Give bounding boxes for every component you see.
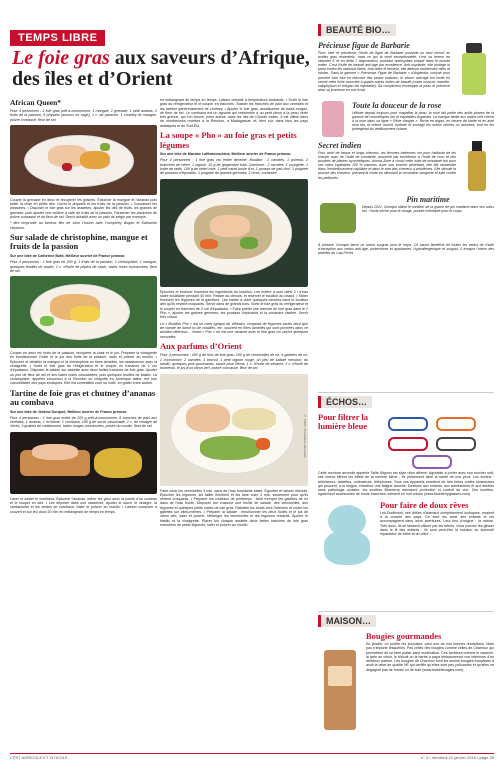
echos-item1-text: Cette monture arrondie appelée Taille Mignon est style rétro affirmé. Agréable à porter avec son toucher soft, ses verres filtrent les effets de la lumière bleue ; ils préservent ainsi la santé de nos yeux. Les écrans : téléviseurs, tablettes, ordinateurs, téléphones. Tous ces appareils émettent de très fortes ondes lumineuses qui peuvent, à la longue, entraîner une fatigue visuelle. Destinés aux enfants, aux adolescents et aux adultes sans pathologie oculaire, les lunettes Blueberry associent protection et confort de vue. Ces lunettes, également accessoires de mode branchés, existent en huit coloris (www.blueberryglasses.com).: [318, 471, 494, 497]
recipe5-steps: Faire cuire les vermicelles 4 min. dans de l’eau bouillante salée. Égoutter et laisser refroidir. Éplucher les légumes, les tailler finement et les faire cuire 2 min. seulement pour qu’ils restent croquants. • Préparer les rouleaux de printemps : faire tremper les galettes de riz dans de l’eau froide. Disposer sur chacune une feuille de salade, des vermicelles, des légumes et quelques petits cubes de foie gras. Rabattre les bords vers l’intérieur et rouler les galettes sur elles-mêmes. • Préparer la salade : émulsionner les deux huiles et le jus de citron vert, saler et poivrer. Mélanger les vermicelles et les légumes restants. Ajouter le basilic et la vinaigrette. Placer sur chaque assiette deux belles tranches de foie gras entourées de petits légumes, saler et poivrer au moulin.: [160, 488, 308, 527]
left-column: [10, 98, 157, 750]
candle-image: [318, 630, 362, 750]
recipe3-steps: Laver et zester le combava. Éplucher l’ananas, retirer les yeux avec la pointe d’un couteau et le couper en dés. • Les déposer dans une casserole, ajouter le sucre, le vinaigre, la cardamome et les zestes de combava. Saler et poivrer au moulin. • Laisser compoter à couvert et sur feu doux 20 min en mélangeant de temps en temps.: [10, 496, 157, 514]
right-column: [318, 24, 494, 752]
soap-image: [318, 193, 358, 243]
recipe5-photo: [160, 374, 308, 486]
echos-item2-title: Pour faire de doux rêves: [380, 499, 469, 510]
recipe1-note: * titre emprunté au fameux film de John Huston avec Humphrey Bogart et Katharine Hepburn.: [10, 221, 157, 230]
beaute-item4-title: Pin maritime: [406, 195, 450, 204]
title-highlight: Le foie gras: [12, 47, 110, 69]
recipe5-title: Aux parfums d’Orient: [160, 340, 242, 351]
recipe1-ingredients-text: Pour 4 personnes : 1 foie gras prêt-à-consommer, 1 mangue, 1 grenade, 1 petit ananas, 2 fruits de la passion, 8 physalis (amours en cage), 1 c. de pistache, 1 chutney de mangue, poivre concassé, fleur de sel.: [10, 109, 157, 122]
divider: [318, 611, 494, 612]
recipe4-title: La soupe « Pho » au foie gras et petits légumes: [160, 130, 297, 150]
recipe3-title: Tartine de foie gras et chutney d’ananas au combava: [10, 387, 156, 408]
recipe1-photo: [10, 125, 157, 195]
echos-item1-title: Pour filtrer la lumière bleue: [318, 412, 369, 431]
echos-heading: ÉCHOS…: [318, 396, 372, 408]
section-tag: TEMPS LIBRE: [10, 30, 105, 46]
recipe2-chef: Sur une idée de Catherine Botti, Meilleur ouvrier de France primeur.: [10, 253, 126, 258]
main-title: [12, 48, 312, 90]
recipe4-chef: Sur une idée de Maxime Laffranceschina, Meilleur ouvrier de France primeur.: [160, 152, 292, 157]
beaute-item2-title: Toute la douceur de la rose: [352, 101, 442, 110]
recipe1-steps: Couper la grenade en deux et récupérer les graines. Éplucher la mangue et l’ananas puis tailler la chair en petits dés. Ouvrir le physalis et les fruits de la passion. • Concasser les pistaches. • Disposer le foie gras sur les assiettes, ajouter les dés de fruits, les graines de grenade, puis ajouter une cuillère à café de fruits de la passion. Parsemer les pistaches de poivre concassé et de fleur de sel. Servir aussitôt avec un pain de seigle par exemple.: [10, 197, 157, 220]
recipe2-photo: [10, 276, 157, 348]
beaute-item3-text: Pour avoir de beaux et longs cheveux, les femmes indiennes ont pour habitude de les masser avec de l’huile de moutarde, associée par excellence à l’huile de coco et des poudres de plantes ayurvédiques. Aroma-Zone a choisi cette huile de moutarde bio pour ses soins capillaires 100 % naturels. Avec son toucher pénétrant, elle fait rassemble dans l’embellissement capillaire et dans le soin des cheveux à problèmes. Elle stimule la pousse des cheveux, prévient la chute en stimulant la circulation sanguine et lutte contre les pellicules.: [318, 151, 456, 180]
recipe4-photo: [160, 179, 308, 287]
beaute-item3-title: Secret indien: [318, 141, 362, 150]
recipe3-chef: Sur une idée de Jérôme Durquet, Meilleur ouvrier de France primeur.: [10, 409, 128, 414]
recipe4-note: Le « Bouillon Pho » est un mets typique du Viêtnam, composé de légumes variés ainsi que de viande de bœuf ou de volailles, etc. souvent en fines lamelles qui sont pochées dans ce bouillon délicieux… Notre « Pho » en est une variante avec le foie gras cru poché quelques secondes.: [160, 321, 308, 339]
oil-bottle-image: [460, 139, 494, 193]
beaute-section: [318, 24, 494, 389]
plush-toy-image: [318, 499, 376, 569]
recipe4-steps: Éplucher et émincer finement les ingrédients du bouillon. Les mettre à suer dans 2 l d’eau salée bouillante pendant 40 min. Passer au chinois, et réserver le bouillon au chaud. • Tailler finement les légumes de la garniture. Les mettre à cuire quelques minutes dans le bouillon afin qu’ils restent croquants. Servir dans de grands bols. Sortir le foie gras du réfrigérateur et le couper en tranches de 2 cm d’épaisseur. • Faire poêler une tranche de foie gras dans le « Pho », ajouter les graines germées, les pousses d’épinards et la coriandre ciselée. Servir très chaud.: [160, 289, 308, 320]
recipe3-photo: [10, 432, 157, 494]
maison-section: [318, 615, 494, 752]
beaute-item2-text: Utilisée depuis toujours pour magnifier la peau, la rose fait partie des actifs phares de la gamme de cosmétiques bio et équitables Argandia. La marque dédie aux mains une crème à la rose dans sa ligne « Rêve d’argan ». Riche en argan, en beurre de karité et en aloé vera bio, la crème nourrit, hydrate et soulage les mains sèches ou abîmées, tout en les protégeant du vieillissement cutané.: [352, 111, 494, 132]
recipe3-ingredients: Pour 4 personnes : 1 foie gras entier de 200 g prêt-à-consommer, 8 tranches de pain aux céréales, 1 ananas, 1 échalote, 1 combava, 100 g de sucre cassonade, 2 c. de vinaigre de Xérès, 3 graines de cardamome, baies rouges concassées, poivre du moulin, fleur de sel.: [10, 415, 157, 429]
beaute-heading: BEAUTÉ BIO…: [318, 24, 396, 36]
footer-publication: L’EST AGRICOLE ET VITICOLE: [10, 755, 68, 760]
recipe1-title: African Queen*: [10, 98, 62, 107]
beaute-item4-tagline: Depuis 2012, Ocoopin utilise le meilleur de la graine de pin maritime dans ses soins bio : l’huile sèche pour le visage, poudre exfoliante pour le corps.: [362, 205, 494, 214]
recipe5-ingredients: Pour 4 personnes : 400 g de bloc de foie gras, 160 g de vermicelles de riz, 4 galettes de riz, 1 concombre, 2 carottes, 1 brocoli, 1 petit oignon rouge, un peu de salade mesclun, du basilic, quelques pois gourmands, sauce pour Nems, 1 c. d’huile de sésame, 3 c. d’huile de tournesol, le jus d’un citron vert, poivre concassé, fleur de sel.: [160, 353, 308, 371]
recipe2-ingredients: Pour 4 personnes : 1 foie gras de 200 g, 3 fruits de la passion, 1 christophine, 1 mangue, quelques feuilles de basilic, 2 c. d’huile de pépins de raisin, baies roses concassées, fleur de sel.: [10, 260, 157, 273]
footer-rule: [10, 753, 494, 754]
beaute-item4-text: À présent, Ocoopin lance un savon surgras pour le corps. Ce savon bénéficie de toutes les vertus de l’huile d’exception aux vertus anti-âge, protectrices et apaisantes. Hypoallergénique et surgras, il évoque l’odeur des pinèdes du Cap Ferret.: [318, 243, 494, 256]
recipe2-steps: Couper en deux les fruits de la passion, récupérer la chair et le jus. Préparer la vinaigrette en émulsionnant l’huile et le jus des fruits de la passion, saler et poivrer au moulin. • Éplucher et détailler la mangue et la christophine en fines lamelles, les assaisonner avec la vinaigrette. • Sortir le foie gras du réfrigérateur et le couper en tranches de 1 cm d’épaisseur. Disposer la salade sur assiette avec deux belles tranches de foie gras. Ajouter un peu de fleur de sel et des baies roses concassées, puis quelques feuilles de basilic. La christophine, appelée chouchou à la Réunion ou chayotte en Amérique latine, est une cucurbitacée des pays exotiques. Elle est comestible crue ou cuite, en gratin entre autres.: [10, 351, 157, 386]
maison-heading: MAISON…: [318, 615, 376, 627]
maison-item1-text: En janvier, on profite les surprises, voici une de nos bonnes résolutions. Mais pas n’importe lesquelles. Pas celles des bougies comme celles de Charroux qui permettent de se faire plaisir sans modération. Ces senteurs comme le caramel, la tarte au citron, le biscuit ou la barbe à papa embaumeront nos intérieurs d’un délicieux parfum. Les bougies de Charroux sont les seules bougies françaises à avoir le label de qualité NF qui certifie qu’elles sont peu polluantes et qu’elles ne dégagent pas de fumée ou de suie (www.boisetbougies.com).: [366, 642, 494, 672]
title-rest: aux saveurs d’Afrique, des îles et d’Orient: [12, 47, 310, 90]
beaute-item1-title: Précieuse figue de Barbarie: [318, 41, 410, 50]
mid-intro: en mélangeant de temps en temps. Laisser refroidir à température ambiante. • Sortir le foie gras du réfrigérateur et le couper en tranches. Toaster les tranches de pain aux céréales et les tartiner généreusement de chutney. • Ajouter le foie gras, assaisonner de baies rouges, de fleur de sel. Le combava est un agrume qui ressemble à un petit citron à la peau verte très grenue, qui l’on trouve, entre autres, dans les îles de l’Océan Indien. Il est utilisé dans de nombreuses recettes à la Réunion, à Madagascar, et, bien sûr, dans tous les pays asiatiques et du Sud-Est.: [160, 98, 308, 128]
maison-item1-title: Bougies gourmandes: [366, 631, 442, 641]
echos-item2-text: Les Dodlinous, ces drôles d’animaux complètement loufoques, vivaient à la croisée des pays. Ce sont les amis des enfants et les accompagnent dans leurs aventures. Leur lieu d’origine : la nature. Très doux, ils se laissent câliner par les bébés. Vous pouvez les glisser dans le lit des enfants : ils sont peut-être la solution au sommeil réparateur de bébé et du vôtre…: [380, 510, 494, 537]
middle-column: [160, 98, 308, 750]
recipe4-ingredients: Pour 4 personnes : 1 foie gras cru entier déveiné. Bouillon : 2 carottes, 1 poireau, 2 branches de céleri, 1 oignon, 10 g de gingembre frais. Garniture : 2 carottes, 1 courgette, 1 botte de radis, 100 g de céleri rave, 1 petit navet boule d’or, 1 pousse de pak-choï, 1 poignée de pousses d’épinards, 1 poignée de graines germées, 2 cives, coriandre.: [160, 158, 308, 176]
echos-section: [318, 396, 494, 608]
photo-credit: © Photo : Dominique Ostrowski: [303, 413, 307, 458]
beaute-item1-text: Pure, rare et précieuse, l’huile de figue de Barbarie possède un taux record en acides gras essentiels, mais ce qui la rend exceptionnelle, c’est sa teneur en vitamine E et en delta 7 stigmastérol, puissant antioxydant unique dans le monde entier. C’est l’huile de beauté anti-âge par excellence. Anti-oxydante, elle protège la peau contre les radicaux libres. Anti-rides et tenseur, elle atténue visiblement rides et ridules. Dans la gamme « Précieuse Figue de Barbarie » d’Argandia, conçue pour prendre soin tout en douceur des peaux matures, le sérum anti-âge bio invite en secret cette huile associée à quatre autres huiles de beauté (rosier muscat, noisette, calophyllum et d’argan bio équitable). Sa complexion enveloppe la peau et préserve ainsi sa jeunesse en son éclat.: [318, 51, 450, 92]
footer-issue: n° 3 • Vendredi 22 janvier 2016 • page 28: [420, 755, 494, 760]
cream-tube-image: [318, 99, 348, 139]
divider: [318, 392, 494, 393]
recipe2-title: Sur salade de christophine, mangue et fruits de la passion: [10, 231, 148, 252]
recipe1-ingredients: [10, 109, 157, 122]
glasses-image: [382, 411, 494, 471]
serum-bottle-image: [454, 39, 494, 99]
